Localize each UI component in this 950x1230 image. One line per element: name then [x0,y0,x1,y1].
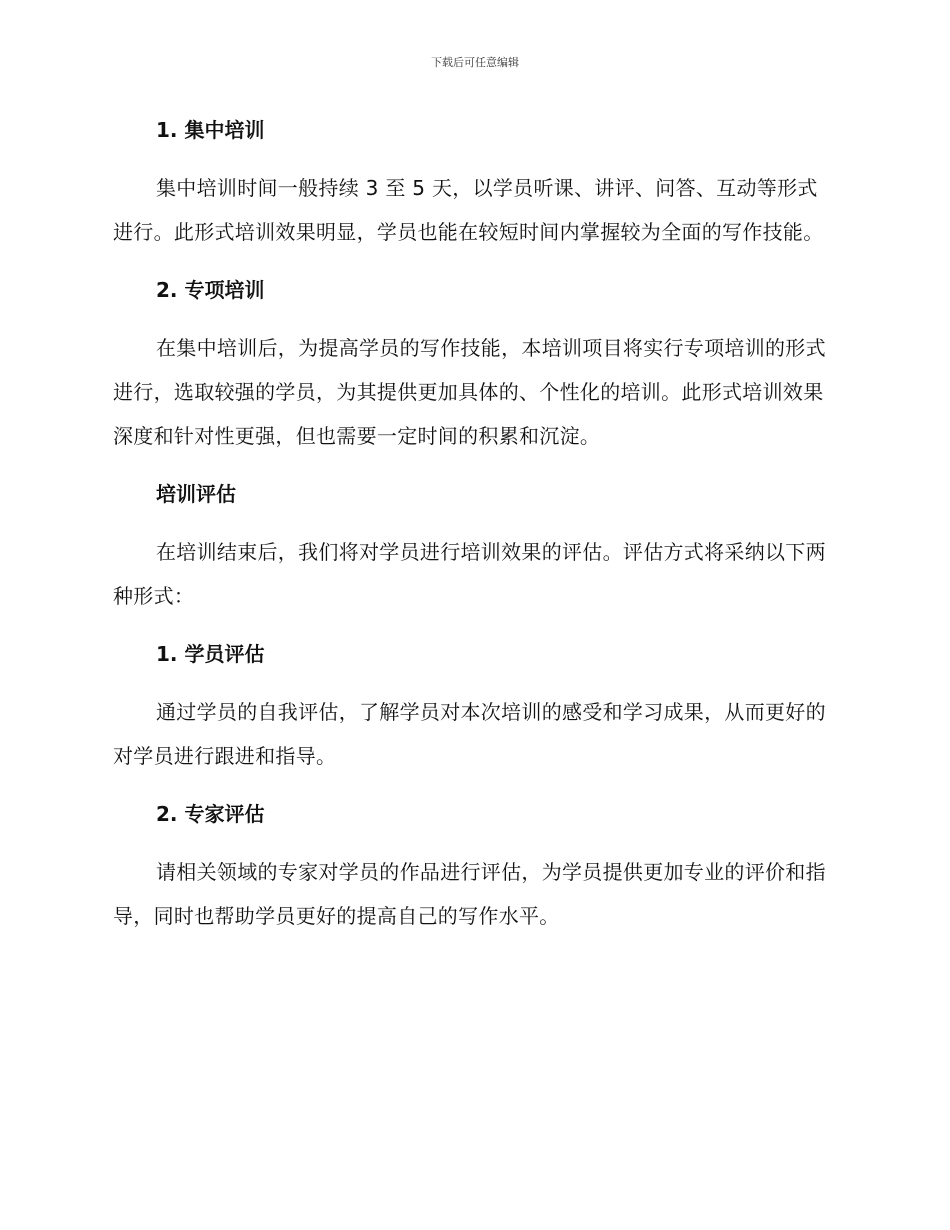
section-paragraph-special-training: 在集中培训后，为提高学员的写作技能，本培训项目将实行专项培训的形式进行，选取较强的学员，为其提供更加具体的、个性化的培训。此形式培训效果深度和针对性更强，但也需要一定时间的积累和沉淀。 [113,336,826,448]
section-heading-training-evaluation: 培训评估 [156,482,236,506]
document-body [113,108,833,952]
section-paragraph-student-evaluation: 通过学员的自我评估，了解学员对本次培训的感受和学习成果，从而更好的对学员进行跟进和指导。 [113,700,826,768]
section-heading-special-training: 2. 专项培训 [156,278,265,302]
section-paragraph-expert-evaluation: 请相关领域的专家对学员的作品进行评估，为学员提供更加专业的评价和指导，同时也帮助学员更好的提高自己的写作水平。 [113,860,826,928]
section-paragraph-training-evaluation: 在培训结束后，我们将对学员进行培训效果的评估。评估方式将采纳以下两种形式： [113,540,826,608]
section-heading-expert-evaluation: 2. 专家评估 [156,802,265,826]
section-paragraph-centralized-training: 集中培训时间一般持续 3 至 5 天，以学员听课、讲评、问答、互动等形式进行。此形式培训效果明显，学员也能在较短时间内掌握较为全面的写作技能。 [113,176,824,244]
section-heading-centralized-training: 1. 集中培训 [156,118,265,142]
section-heading-student-evaluation: 1. 学员评估 [156,642,265,666]
page-header: 下载后可任意编辑 [431,56,519,69]
